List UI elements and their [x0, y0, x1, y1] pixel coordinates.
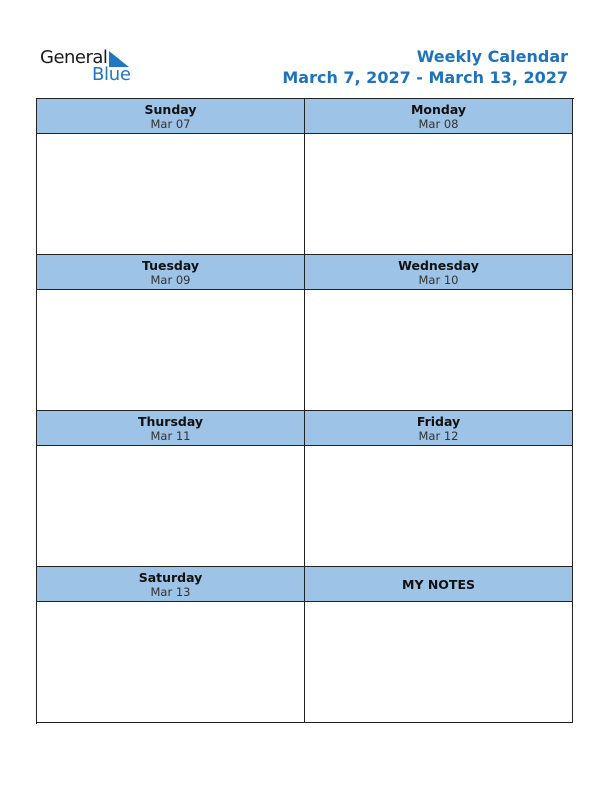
page-title: Weekly Calendar — [416, 47, 568, 66]
notes-title: MY NOTES — [402, 576, 475, 592]
day-date: Mar 07 — [150, 116, 191, 131]
day-date: Mar 09 — [150, 272, 191, 287]
day-header — [37, 255, 304, 290]
day-date: Mar 08 — [418, 116, 459, 131]
day-name: Saturday — [138, 569, 203, 585]
date-range: March 7, 2027 - March 13, 2027 — [282, 68, 568, 87]
day-notes-area[interactable] — [37, 134, 304, 254]
logo-word-blue: Blue — [92, 64, 131, 85]
day-header — [37, 411, 304, 446]
general-blue-logo — [40, 47, 140, 87]
day-cell-friday — [305, 411, 573, 567]
day-name: Sunday — [144, 101, 197, 117]
day-header — [37, 99, 304, 134]
day-notes-area[interactable] — [305, 134, 572, 254]
notes-header — [305, 567, 572, 602]
day-cell-thursday — [37, 411, 305, 567]
day-name: Friday — [416, 413, 461, 429]
day-name: Tuesday — [141, 257, 200, 273]
logo-word-general: General — [40, 47, 108, 68]
day-date: Mar 11 — [150, 428, 191, 443]
page-header — [282, 47, 568, 89]
day-name: Thursday — [137, 413, 204, 429]
day-cell-wednesday — [305, 255, 573, 411]
day-date: Mar 13 — [150, 584, 191, 599]
day-name: Wednesday — [398, 257, 479, 273]
day-header — [37, 567, 304, 602]
day-cell-saturday — [37, 567, 305, 723]
day-notes-area[interactable] — [37, 446, 304, 566]
day-header — [305, 411, 572, 446]
day-notes-area[interactable] — [37, 290, 304, 410]
day-cell-sunday — [37, 99, 305, 255]
notes-cell — [305, 567, 573, 723]
day-notes-area[interactable] — [305, 290, 572, 410]
day-cell-monday — [305, 99, 573, 255]
notes-area[interactable] — [305, 602, 572, 722]
day-cell-tuesday — [37, 255, 305, 411]
day-date: Mar 10 — [418, 272, 459, 287]
day-notes-area[interactable] — [305, 446, 572, 566]
day-notes-area[interactable] — [37, 602, 304, 722]
weekly-calendar-grid — [36, 98, 574, 724]
day-header — [305, 255, 572, 290]
day-date: Mar 12 — [418, 428, 459, 443]
day-header — [305, 99, 572, 134]
day-name: Monday — [410, 101, 467, 117]
